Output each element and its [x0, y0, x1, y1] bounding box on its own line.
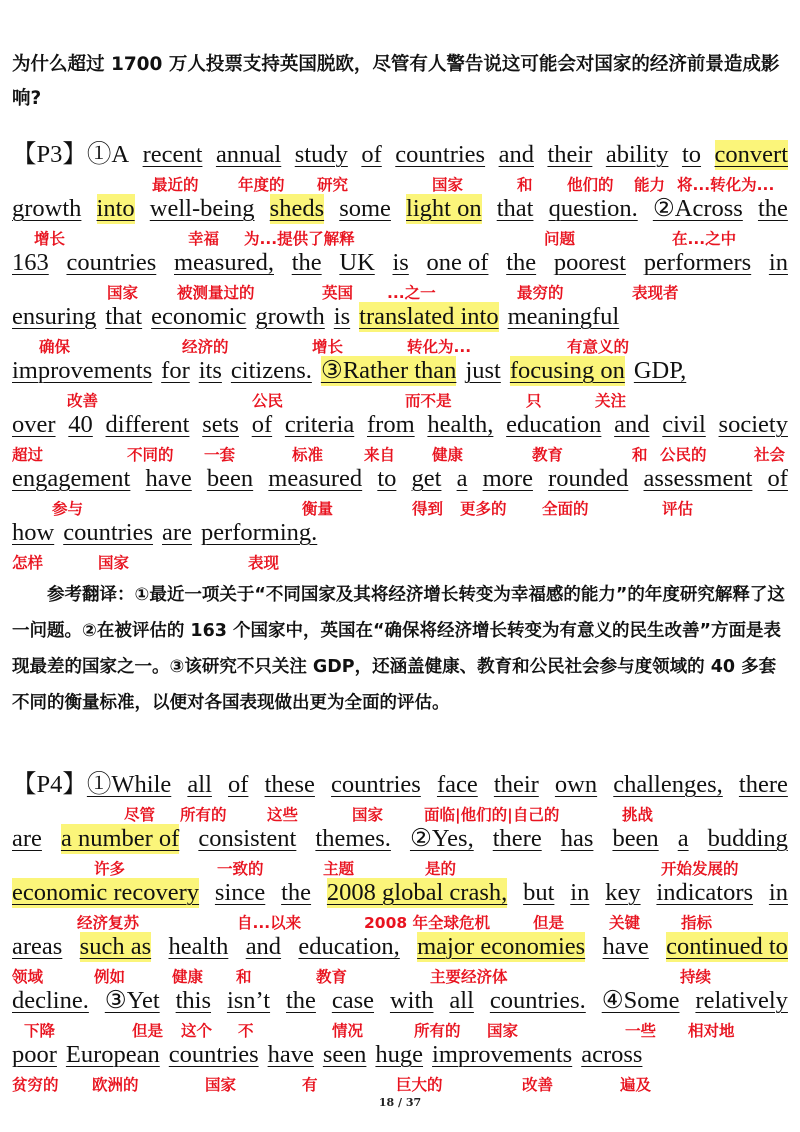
english-word: from — [367, 411, 415, 438]
gloss-line — [12, 1073, 788, 1097]
chinese-gloss: 公民 — [252, 392, 284, 410]
english-word: this — [175, 987, 212, 1014]
chinese-gloss: 健康 — [432, 446, 464, 464]
english-word: the — [285, 987, 316, 1014]
text-line — [12, 464, 788, 494]
chinese-gloss: 为...提供了解释 — [244, 230, 355, 248]
paragraph-tag: 【P4】 — [12, 771, 87, 798]
highlighted-phrase: into — [96, 195, 135, 222]
english-word: growth — [255, 303, 325, 330]
english-word: for — [161, 357, 190, 384]
chinese-gloss: 改善 — [67, 392, 99, 410]
english-word: isn’t — [226, 987, 271, 1014]
highlighted-phrase: sheds — [269, 195, 325, 222]
chinese-gloss: 但是 — [132, 1022, 164, 1040]
english-word: education — [506, 411, 602, 438]
chinese-gloss: 是的 — [425, 860, 457, 878]
chinese-gloss: 国家 — [432, 176, 464, 194]
highlighted-phrase: economic recovery — [12, 879, 200, 906]
english-word: are — [12, 825, 42, 852]
chinese-gloss: 不同的 — [127, 446, 174, 464]
english-word: the — [281, 879, 312, 906]
english-word: measured, — [174, 249, 274, 276]
chinese-gloss: 一套 — [204, 446, 236, 464]
chinese-gloss: 许多 — [94, 860, 126, 878]
highlighted-phrase: light on — [406, 195, 482, 222]
chinese-gloss: 国家 — [487, 1022, 519, 1040]
english-word: ②Yes, — [409, 825, 474, 852]
chinese-gloss: 一致的 — [217, 860, 264, 878]
chinese-gloss: 开始发展的 — [661, 860, 739, 878]
english-word: economic — [151, 303, 247, 330]
english-word: since — [214, 879, 266, 906]
english-word: in — [768, 249, 788, 276]
chinese-gloss: 超过 — [12, 446, 44, 464]
english-word: there — [492, 825, 542, 852]
chinese-gloss: 表现 — [248, 554, 280, 572]
chinese-gloss: 和 — [517, 176, 533, 194]
chinese-gloss: 表现者 — [632, 284, 679, 302]
chinese-gloss: 所有的 — [180, 806, 227, 824]
chinese-gloss: 主要经济体 — [430, 968, 508, 986]
chinese-gloss: 转化为... — [407, 338, 472, 356]
english-word: annual — [215, 141, 282, 168]
highlighted-phrase: focusing on — [509, 357, 625, 384]
chinese-gloss: 持续 — [680, 968, 712, 986]
english-word: challenges, — [613, 771, 723, 798]
english-word: budding — [707, 825, 788, 852]
chinese-gloss: ...之一 — [387, 284, 436, 302]
english-word: face — [436, 771, 478, 798]
text-line — [12, 986, 788, 1016]
chinese-gloss: 只 — [526, 392, 542, 410]
english-word: performing. — [200, 519, 318, 546]
highlighted-phrase: ③Rather than — [320, 357, 457, 384]
chinese-gloss: 评估 — [662, 500, 694, 518]
english-word: over — [12, 411, 56, 438]
chinese-gloss: 怎样 — [12, 554, 44, 572]
english-word: sets — [202, 411, 239, 438]
english-word: that — [496, 195, 534, 222]
reference-translation: 参考翻译：①最近一项关于“不同国家及其将经济增长转变为幸福感的能力”的年度研究解释了这一问题。②在被评估的 163 个国家中，英国在“确保将经济增长转变为有意义的民生改善”方面是表现最差的国家之一。③该研究不只关注 GDP，还涵盖健康、教育和公民社会参与度领域的 40 多套不同的衡量标准，以便对各国表现做出更为全面的评估。 — [12, 585, 785, 713]
english-word: countries — [168, 1041, 259, 1068]
text-line — [12, 878, 788, 908]
english-word: ③Yet — [104, 987, 160, 1014]
english-word: European — [65, 1041, 160, 1068]
english-word: the — [291, 249, 322, 276]
chinese-gloss: 贫穷的 — [12, 1076, 59, 1094]
english-word: measured — [268, 465, 363, 492]
english-word: and — [245, 933, 282, 960]
english-word: all — [187, 771, 212, 798]
english-word: with — [389, 987, 434, 1014]
english-word: performers — [643, 249, 752, 276]
chinese-gloss: 不 — [238, 1022, 254, 1040]
chinese-gloss: 国家 — [107, 284, 139, 302]
chinese-gloss: 健康 — [172, 968, 204, 986]
english-word: is — [333, 303, 351, 330]
english-word: some — [339, 195, 391, 222]
english-word: study — [294, 141, 348, 168]
english-word: ②Across — [652, 195, 743, 222]
english-word: improvements — [12, 357, 153, 384]
chinese-gloss: 衡量 — [302, 500, 334, 518]
chinese-gloss: 所有的 — [414, 1022, 461, 1040]
highlighted-phrase: continued to — [666, 933, 788, 960]
english-word: key — [605, 879, 641, 906]
english-word: assessment — [643, 465, 753, 492]
english-word: has — [560, 825, 594, 852]
english-word: countries — [63, 519, 154, 546]
chinese-gloss: 领域 — [12, 968, 44, 986]
highlighted-phrase: 2008 global crash, — [326, 879, 508, 906]
chinese-gloss: 指标 — [681, 914, 713, 932]
english-word: different — [105, 411, 190, 438]
chinese-gloss: 一些 — [625, 1022, 657, 1040]
english-word: question. — [548, 195, 638, 222]
english-word: its — [198, 357, 222, 384]
english-word: huge — [375, 1041, 424, 1068]
english-word: have — [602, 933, 649, 960]
english-word: their — [493, 771, 539, 798]
chinese-gloss: 被测量过的 — [177, 284, 255, 302]
english-word: all — [449, 987, 474, 1014]
english-word: how — [12, 519, 55, 546]
english-word: and — [614, 411, 650, 438]
english-word: citizens. — [230, 357, 312, 384]
chinese-gloss: 经济的 — [182, 338, 229, 356]
english-word: education, — [298, 933, 400, 960]
english-word: of — [767, 465, 788, 492]
english-word: ①A — [86, 141, 130, 168]
english-word: a — [456, 465, 468, 492]
english-word: countries — [331, 771, 421, 798]
chinese-gloss: 最穷的 — [517, 284, 564, 302]
chinese-gloss: 增长 — [34, 230, 66, 248]
english-word: in — [768, 879, 788, 906]
english-word: to — [377, 465, 397, 492]
english-word: more — [482, 465, 533, 492]
text-line — [12, 356, 788, 386]
english-word: growth — [12, 195, 82, 222]
english-word: 163 — [12, 249, 49, 276]
chinese-gloss: 这个 — [181, 1022, 213, 1040]
chinese-gloss: 问题 — [544, 230, 576, 248]
chinese-gloss: 挑战 — [622, 806, 654, 824]
chinese-gloss: 面临|他们的|自己的 — [424, 806, 560, 824]
chinese-gloss: 得到 — [412, 500, 444, 518]
highlighted-phrase: major economies — [417, 933, 586, 960]
chinese-gloss: 国家 — [205, 1076, 237, 1094]
english-word: ④Some — [601, 987, 680, 1014]
chinese-gloss: 社会 — [754, 446, 786, 464]
english-word: get — [411, 465, 442, 492]
english-word: seen — [322, 1041, 367, 1068]
english-word: countries — [66, 249, 157, 276]
english-word: decline. — [12, 987, 89, 1014]
english-word: been — [206, 465, 254, 492]
english-word: 40 — [68, 411, 93, 438]
chinese-gloss: 参与 — [52, 500, 84, 518]
chinese-gloss: 在...之中 — [672, 230, 737, 248]
highlighted-phrase: such as — [79, 933, 152, 960]
chinese-gloss: 下降 — [24, 1022, 56, 1040]
english-word: own — [554, 771, 598, 798]
english-word: of — [251, 411, 273, 438]
english-word: health, — [427, 411, 494, 438]
chinese-gloss: 全面的 — [542, 500, 589, 518]
english-word: is — [392, 249, 409, 276]
english-word: of — [228, 771, 249, 798]
english-word: indicators — [656, 879, 754, 906]
english-word: are — [162, 519, 192, 546]
english-word: recent — [142, 141, 203, 168]
page-number: 18 / 37 — [378, 1096, 422, 1109]
chinese-gloss: 将...转化为... — [677, 176, 775, 194]
chinese-gloss: 教育 — [532, 446, 564, 464]
chinese-gloss: 关键 — [609, 914, 641, 932]
english-word: UK — [339, 249, 375, 276]
chinese-gloss: 幸福 — [188, 230, 220, 248]
chinese-gloss: 来自 — [364, 446, 396, 464]
chinese-gloss: 关注 — [595, 392, 627, 410]
english-word: have — [145, 465, 192, 492]
english-word: criteria — [284, 411, 355, 438]
chinese-gloss: 标准 — [292, 446, 324, 464]
paragraph-tag: 【P3】 — [12, 141, 87, 168]
text-line — [12, 518, 788, 548]
english-word: ensuring — [12, 303, 97, 330]
english-word: there — [738, 771, 788, 798]
english-word: have — [267, 1041, 314, 1068]
english-word: themes. — [315, 825, 391, 852]
highlighted-phrase: translated into — [359, 303, 499, 330]
english-word: relatively — [695, 987, 788, 1014]
paragraph-start — [12, 140, 129, 170]
english-word: engagement — [12, 465, 131, 492]
text-line — [12, 194, 788, 224]
chinese-gloss: 改善 — [522, 1076, 554, 1094]
english-word: just — [465, 357, 501, 384]
chinese-gloss: 巨大的 — [396, 1076, 443, 1094]
question-heading: 为什么超过 1700 万人投票支持英国脱欧，尽管有人警告说这可能会对国家的经济前景造成影响? — [12, 54, 780, 109]
english-word: a — [677, 825, 689, 852]
english-word: of — [361, 141, 382, 168]
english-word: consistent — [198, 825, 297, 852]
english-word: poorest — [553, 249, 626, 276]
english-word: case — [331, 987, 375, 1014]
chinese-gloss: 和 — [632, 446, 648, 464]
english-word: civil — [662, 411, 706, 438]
highlighted-phrase: convert — [714, 141, 788, 168]
chinese-gloss: 能力 — [634, 176, 666, 194]
english-word: and — [498, 141, 534, 168]
chinese-gloss: 2008 年全球危机 — [364, 914, 491, 932]
english-word: the — [757, 195, 788, 222]
chinese-gloss: 确保 — [39, 338, 71, 356]
chinese-gloss: 主题 — [323, 860, 355, 878]
english-word: these — [264, 771, 315, 798]
chinese-gloss: 而不是 — [405, 392, 452, 410]
english-word: that — [105, 303, 143, 330]
text-line — [12, 302, 788, 332]
english-word: across — [581, 1041, 643, 1068]
chinese-gloss: 情况 — [332, 1022, 364, 1040]
english-word: GDP, — [633, 357, 687, 384]
chinese-gloss: 尽管 — [124, 806, 156, 824]
chinese-gloss: 例如 — [94, 968, 126, 986]
text-line — [12, 248, 788, 278]
chinese-gloss: 自...以来 — [237, 914, 302, 932]
chinese-gloss: 公民的 — [660, 446, 707, 464]
paragraph-start — [12, 770, 171, 800]
chinese-gloss: 欧洲的 — [92, 1076, 139, 1094]
chinese-gloss: 教育 — [316, 968, 348, 986]
english-word: but — [523, 879, 555, 906]
chinese-gloss: 有 — [302, 1076, 318, 1094]
english-word: poor — [12, 1041, 57, 1068]
chinese-gloss: 相对地 — [688, 1022, 735, 1040]
english-word: in — [570, 879, 590, 906]
english-word: the — [506, 249, 537, 276]
text-line — [12, 932, 788, 962]
chinese-gloss: 有意义的 — [567, 338, 630, 356]
chinese-gloss: 最近的 — [152, 176, 199, 194]
text-line — [12, 770, 788, 800]
english-word: areas — [12, 933, 63, 960]
chinese-gloss: 他们的 — [567, 176, 614, 194]
english-word: meaningful — [507, 303, 620, 330]
english-word: well-being — [149, 195, 255, 222]
text-line — [12, 1040, 788, 1070]
chinese-gloss: 增长 — [312, 338, 344, 356]
english-word: been — [612, 825, 659, 852]
english-word: to — [681, 141, 702, 168]
chinese-gloss: 但是 — [533, 914, 565, 932]
chinese-gloss: 年度的 — [238, 176, 285, 194]
chinese-gloss: 遍及 — [620, 1076, 652, 1094]
chinese-gloss: 国家 — [352, 806, 384, 824]
gloss-line — [12, 551, 788, 575]
english-word: ability — [605, 141, 669, 168]
english-word: society — [718, 411, 788, 438]
english-word: ①While — [86, 771, 172, 798]
english-word: rounded — [548, 465, 629, 492]
chinese-gloss: 更多的 — [460, 500, 507, 518]
chinese-gloss: 和 — [236, 968, 252, 986]
english-word: one of — [426, 249, 489, 276]
chinese-gloss: 经济复苏 — [77, 914, 140, 932]
text-line — [12, 140, 788, 170]
english-word: countries. — [489, 987, 586, 1014]
highlighted-phrase: a number of — [60, 825, 180, 852]
english-word: countries — [395, 141, 486, 168]
chinese-gloss: 英国 — [322, 284, 354, 302]
chinese-gloss: 研究 — [317, 176, 349, 194]
chinese-gloss: 这些 — [267, 806, 299, 824]
english-word: improvements — [432, 1041, 573, 1068]
chinese-gloss: 国家 — [98, 554, 130, 572]
text-line — [12, 824, 788, 854]
text-line — [12, 410, 788, 440]
english-word: health — [168, 933, 229, 960]
english-word: their — [547, 141, 593, 168]
